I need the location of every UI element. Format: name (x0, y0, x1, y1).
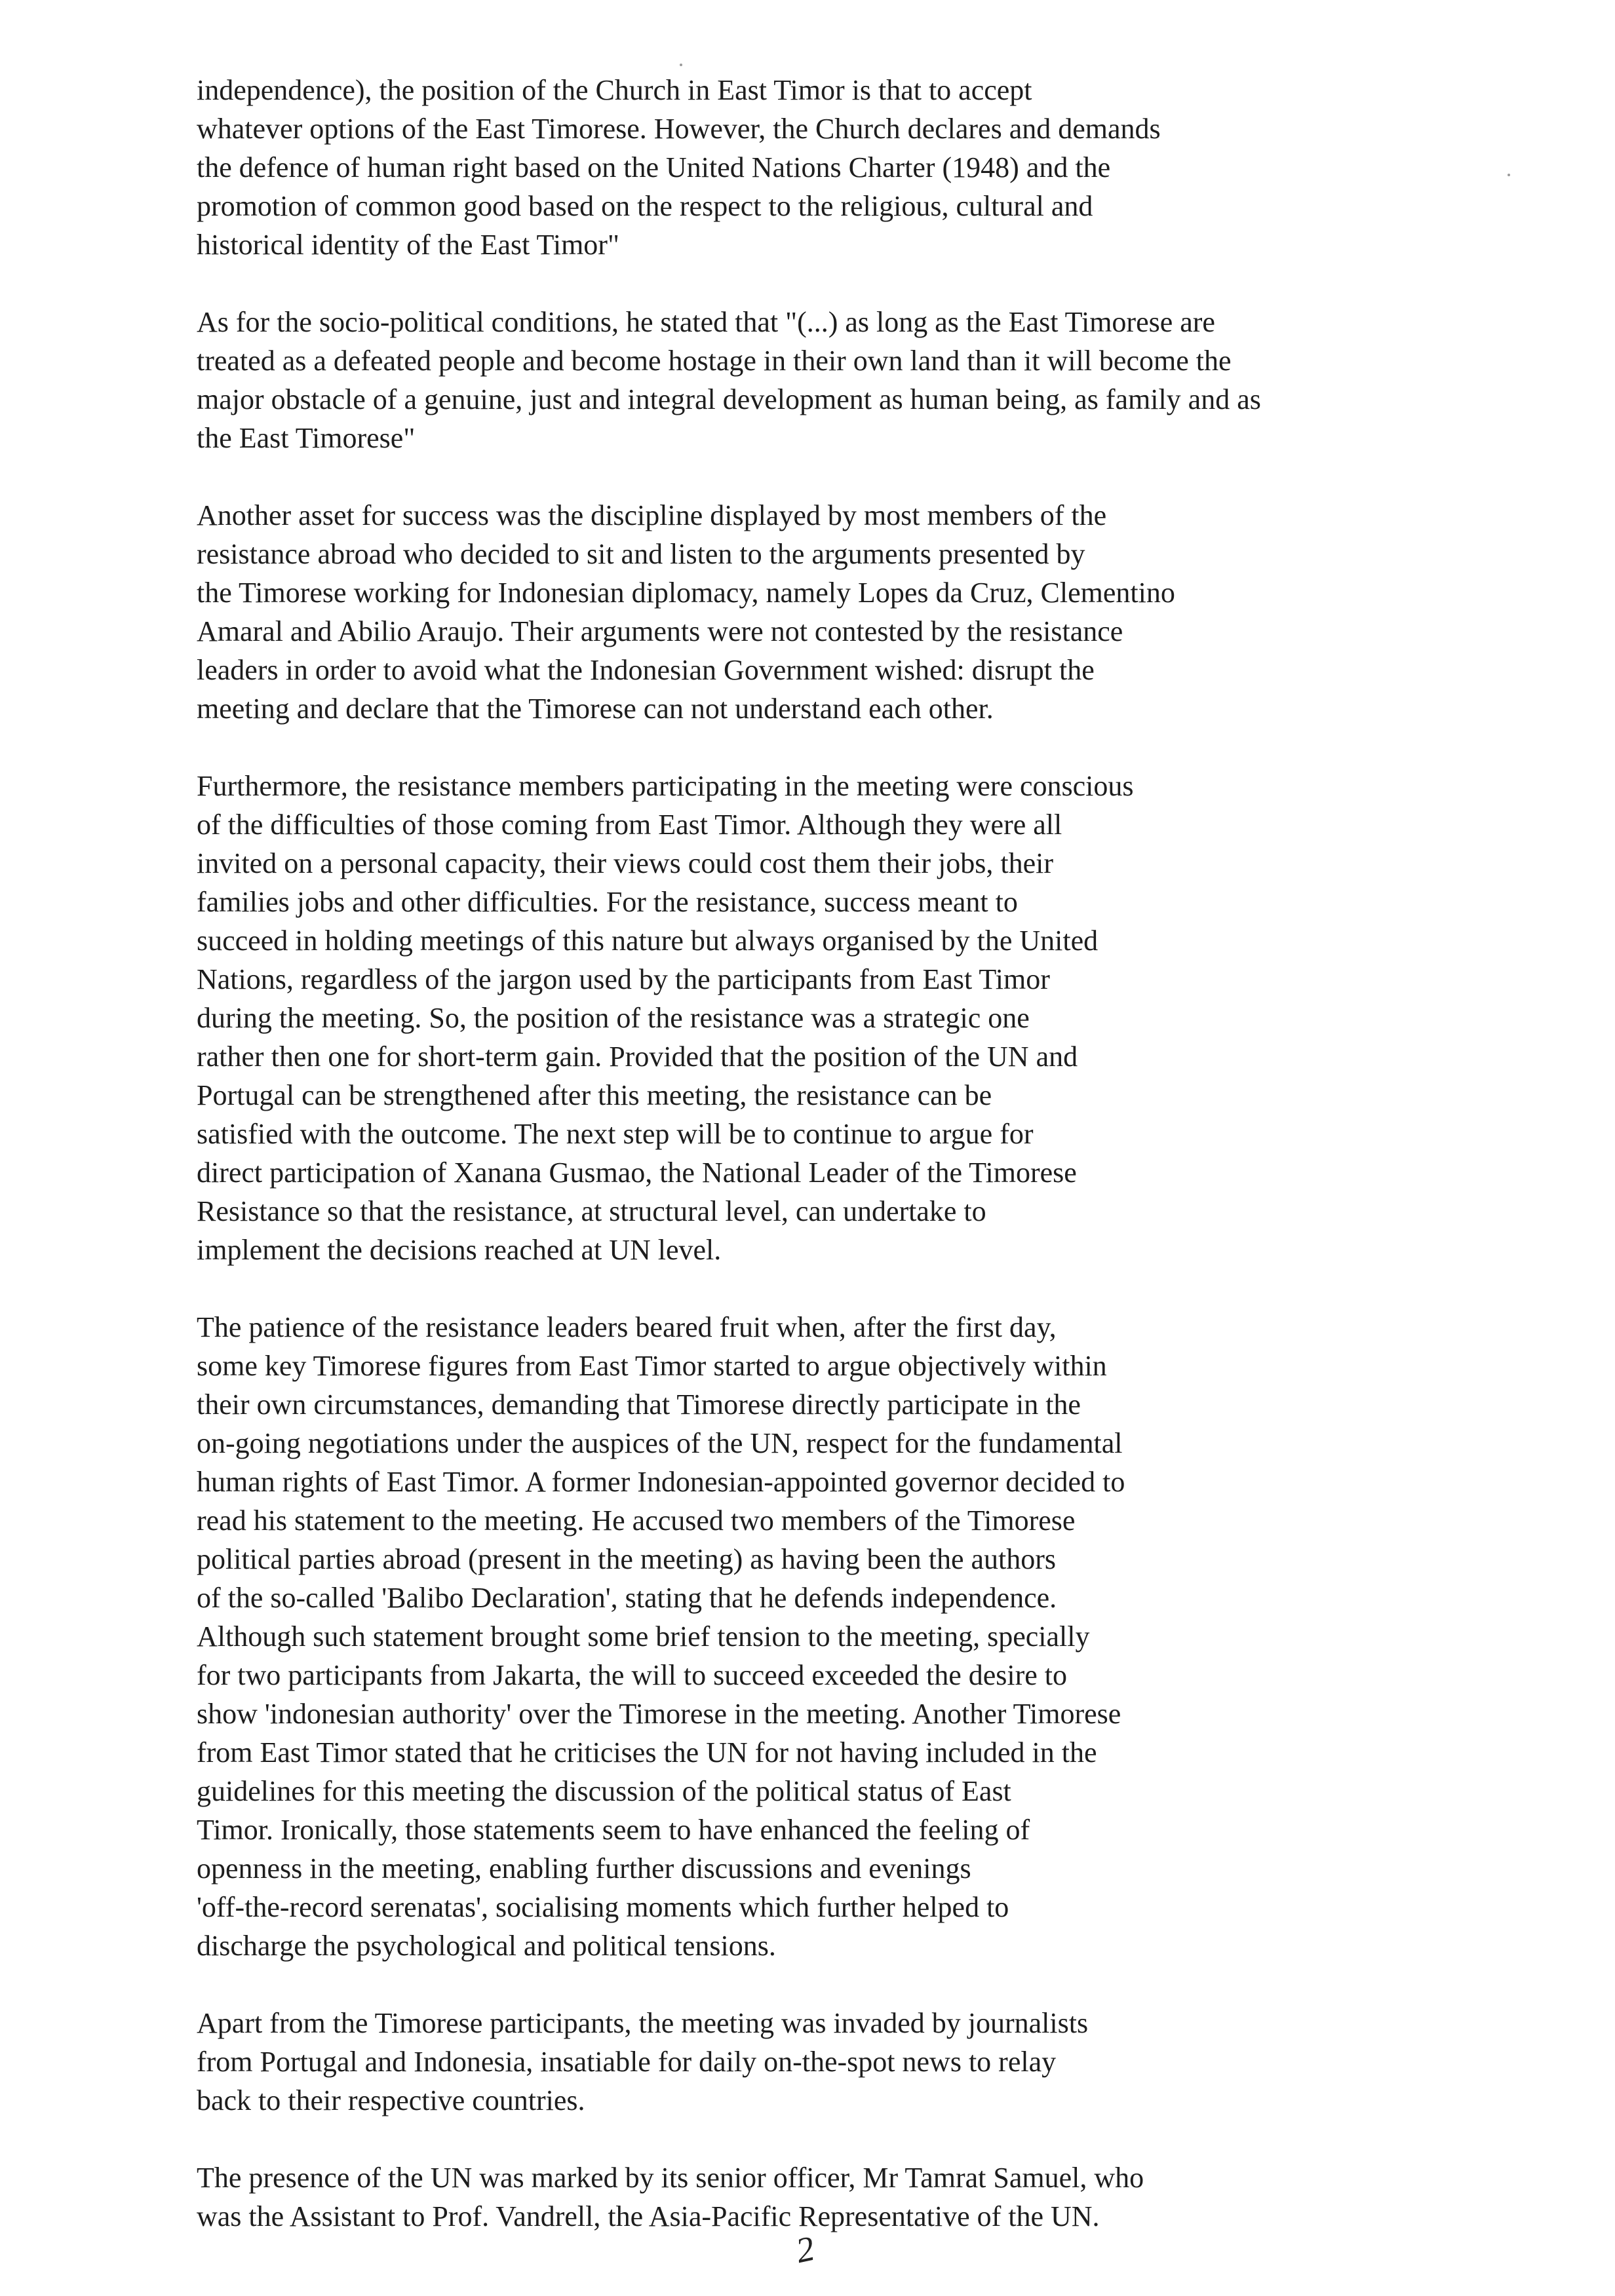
text-line: Portugal can be strengthened after this meeting, the resistance can be (197, 1079, 992, 1111)
text-line: human rights of East Timor. A former Indonesian-appointed governor decided to (197, 1466, 1125, 1498)
text-line: Nations, regardless of the jargon used by the participants from East Timor (197, 963, 1050, 995)
text-line: Although such statement brought some brief tension to the meeting, specially (197, 1620, 1090, 1653)
text-line: resistance abroad who decided to sit and listen to the arguments presented by (197, 538, 1085, 570)
text-line: implement the decisions reached at UN level. (197, 1234, 722, 1266)
text-line: the East Timorese" (197, 422, 416, 454)
text-line: 'off-the-record serenatas', socialising moments which further helped to (197, 1891, 1009, 1923)
paragraph-church-position (197, 71, 1455, 264)
text-line: discharge the psychological and political tensions. (197, 1930, 776, 1962)
paragraph-journalists (197, 2004, 1455, 2120)
text-line: Another asset for success was the discipline displayed by most members of the (197, 499, 1107, 531)
text-line: invited on a personal capacity, their views could cost them their jobs, their (197, 847, 1054, 879)
text-line: The presence of the UN was marked by its senior officer, Mr Tamrat Samuel, who (197, 2162, 1144, 2194)
text-line: from Portugal and Indonesia, insatiable for daily on-the-spot news to relay (197, 2046, 1057, 2078)
text-line: of the difficulties of those coming from East Timor. Although they were all (197, 809, 1062, 841)
text-line: The patience of the resistance leaders beared fruit when, after the first day, (197, 1311, 1057, 1343)
text-line: major obstacle of a genuine, just and integral development as human being, as family and as (197, 383, 1261, 415)
text-line: satisfied with the outcome. The next step will be to continue to argue for (197, 1118, 1034, 1150)
text-line: was the Assistant to Prof. Vandrell, the Asia-Pacific Representative of the UN. (197, 2200, 1100, 2232)
text-line: some key Timorese figures from East Timor started to argue objectively within (197, 1350, 1107, 1382)
paragraph-patience (197, 1308, 1455, 1965)
text-line: for two participants from Jakarta, the will to succeed exceeded the desire to (197, 1659, 1068, 1691)
scan-speck (1508, 174, 1510, 176)
paragraph-un-presence (197, 2158, 1455, 2236)
text-line: treated as a defeated people and become hostage in their own land than it will become the (197, 345, 1232, 377)
text-line: Apart from the Timorese participants, the meeting was invaded by journalists (197, 2007, 1089, 2039)
paragraph-resistance-members (197, 767, 1455, 1269)
text-line: promotion of common good based on the respect to the religious, cultural and (197, 190, 1093, 222)
text-line: independence), the position of the Church in East Timor is that to accept (197, 74, 1032, 106)
text-line: the defence of human right based on the United Nations Charter (1948) and the (197, 151, 1111, 183)
text-line: openness in the meeting, enabling further discussions and evenings (197, 1852, 971, 1885)
text-line: back to their respective countries. (197, 2084, 585, 2116)
text-line: Amaral and Abilio Araujo. Their arguments were not contested by the resistance (197, 615, 1123, 647)
text-line: on-going negotiations under the auspices of the UN, respect for the fundamental (197, 1427, 1123, 1459)
text-line: meeting and declare that the Timorese can not understand each other. (197, 693, 994, 725)
page-number: 2 (792, 2228, 818, 2271)
text-line: As for the socio-political conditions, he stated that "(...) as long as the East Timorese are (197, 306, 1215, 338)
text-line: from East Timor stated that he criticises the UN for not having included in the (197, 1736, 1097, 1769)
document-page (197, 71, 1455, 2274)
scan-speck (680, 64, 682, 66)
text-line: political parties abroad (present in the meeting) as having been the authors (197, 1543, 1056, 1575)
text-line: direct participation of Xanana Gusmao, the National Leader of the Timorese (197, 1157, 1077, 1189)
text-line: of the so-called 'Balibo Declaration', stating that he defends independence. (197, 1582, 1057, 1614)
text-line: their own circumstances, demanding that Timorese directly participate in the (197, 1388, 1081, 1421)
text-line: show 'indonesian authority' over the Timorese in the meeting. Another Timorese (197, 1698, 1121, 1730)
text-line: Furthermore, the resistance members participating in the meeting were conscious (197, 770, 1134, 802)
text-line: rather then one for short-term gain. Provided that the position of the UN and (197, 1041, 1078, 1073)
text-line: historical identity of the East Timor" (197, 229, 619, 261)
text-line: Resistance so that the resistance, at structural level, can undertake to (197, 1195, 986, 1227)
text-line: succeed in holding meetings of this nature but always organised by the United (197, 925, 1099, 957)
text-line: whatever options of the East Timorese. However, the Church declares and demands (197, 113, 1161, 145)
text-line: families jobs and other difficulties. For the resistance, success meant to (197, 886, 1018, 918)
text-line: Timor. Ironically, those statements seem to have enhanced the feeling of (197, 1814, 1030, 1846)
paragraph-socio-political (197, 303, 1455, 457)
paragraph-discipline (197, 496, 1455, 728)
text-line: during the meeting. So, the position of the resistance was a strategic one (197, 1002, 1030, 1034)
text-line: read his statement to the meeting. He accused two members of the Timorese (197, 1504, 1076, 1537)
text-line: guidelines for this meeting the discussion of the political status of East (197, 1775, 1011, 1807)
text-line: leaders in order to avoid what the Indonesian Government wished: disrupt the (197, 654, 1095, 686)
text-line: the Timorese working for Indonesian diplomacy, namely Lopes da Cruz, Clementino (197, 577, 1175, 609)
